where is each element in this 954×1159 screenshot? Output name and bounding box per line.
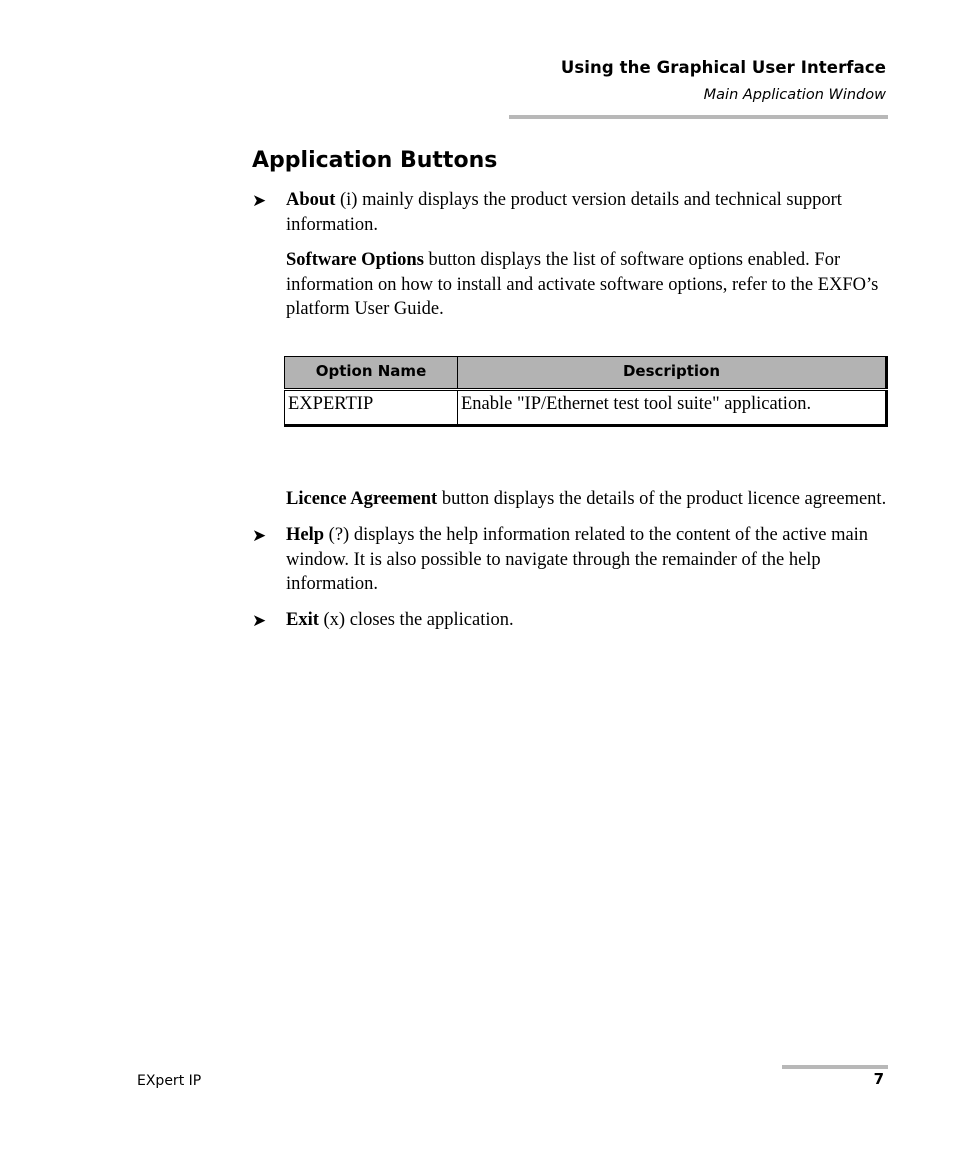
bullet-about (252, 188, 888, 237)
header-rule (509, 115, 888, 119)
table-header-description: Description (458, 356, 887, 389)
section-heading: Application Buttons (252, 148, 498, 173)
exit-term: Exit (286, 609, 319, 630)
running-header (561, 57, 886, 105)
chapter-title: Using the Graphical User Interface (560, 58, 886, 77)
page-number: 7 (873, 1070, 884, 1088)
licence-agreement-description: button displays the details of the product licence agreement. (437, 488, 887, 509)
table-cell-description: Enable "IP/Ethernet test tool suite" application. (458, 389, 887, 425)
body-content (252, 188, 888, 632)
software-options-paragraph (252, 248, 888, 322)
licence-agreement-paragraph (252, 487, 888, 512)
software-options-term: Software Options (286, 250, 424, 270)
help-description: (?) displays the help information related to the content of the active main window. It is also possible to navigate through the remainder of the help information. (286, 525, 869, 594)
about-term: About (286, 190, 336, 210)
table-header-row (285, 356, 887, 389)
table-row (285, 389, 887, 425)
footer-product-name: EXpert IP (137, 1073, 202, 1089)
table-header-option-name: Option Name (285, 356, 458, 389)
bullet-exit (252, 608, 888, 633)
arrowhead-bullet-icon: ➤ (252, 610, 267, 631)
help-term: Help (286, 525, 325, 545)
section-subtitle: Main Application Window (703, 87, 886, 103)
arrowhead-bullet-icon: ➤ (252, 526, 267, 546)
bullet-help (252, 523, 888, 597)
licence-agreement-term: Licence Agreement (286, 488, 438, 509)
table-cell-option-name: EXPERTIP (285, 389, 458, 425)
arrowhead-bullet-icon: ➤ (252, 191, 267, 211)
software-options-table (284, 356, 888, 427)
about-description: (i) mainly displays the product version details and technical support information. (286, 190, 842, 235)
footer-rule (782, 1065, 888, 1069)
exit-description: (x) closes the application. (318, 609, 514, 630)
software-options-description: button displays the list of software options enabled. For information on how to install and activate software options, refer to the EXFO’s platform User Guide. (286, 250, 879, 319)
